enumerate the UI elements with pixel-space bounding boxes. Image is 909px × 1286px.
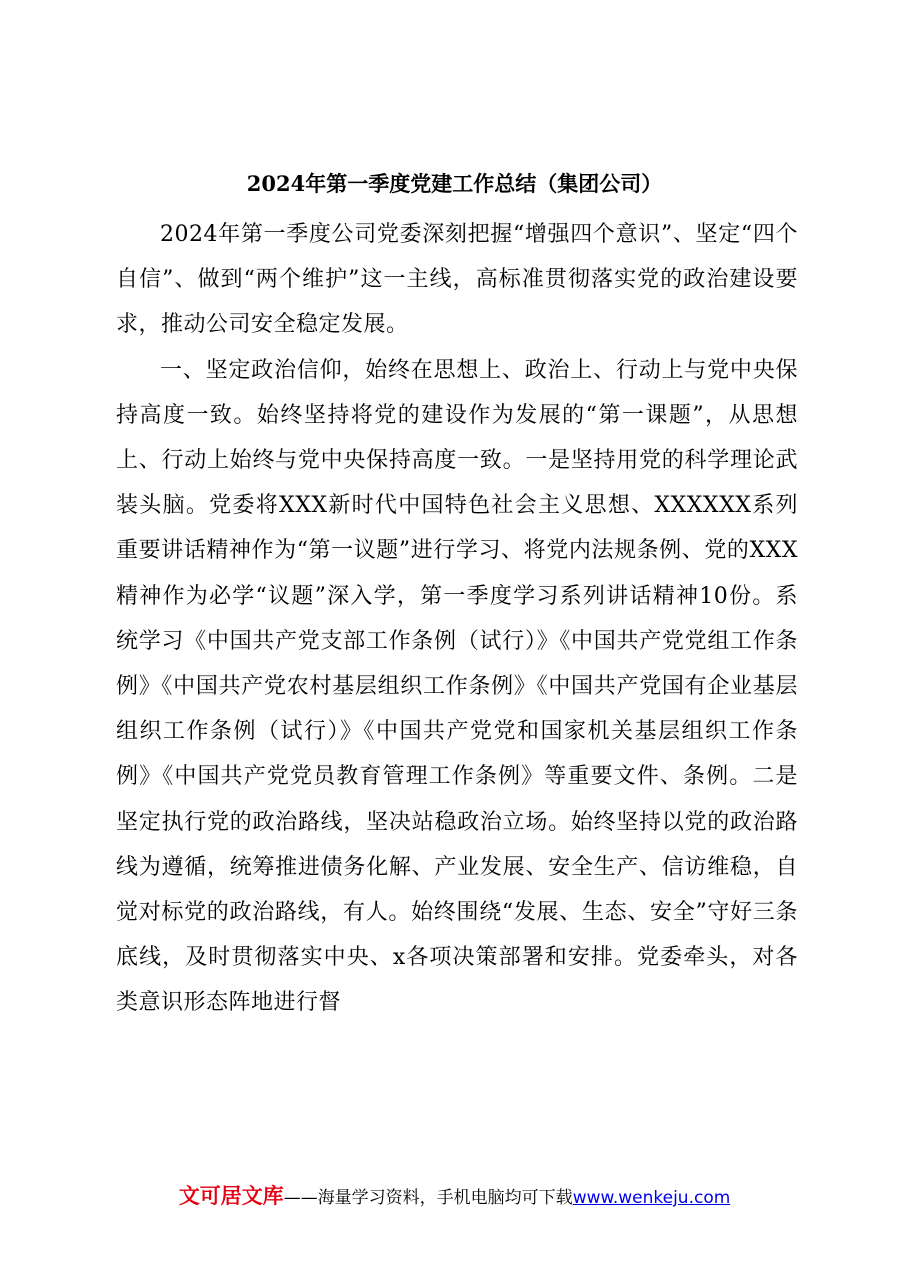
footer-website-link[interactable]: www.wenkeju.com <box>572 1188 731 1208</box>
footer-banner <box>0 1180 909 1214</box>
footer-tagline: ——海量学习资料，手机电脑均可下载 <box>283 1188 573 1208</box>
section-one-paragraph: 一、坚定政治信仰，始终在思想上、政治上、行动上与党中央保持高度一致。始终坚持将党的建设作为发展的“第一课题”，从思想上、行动上始终与党中央保持高度一致。一是坚持用党的科学理论武装头脑。党委将XXX新时代中国特色社会主义思想、XXXXXX系列重要讲话精神作为“第一议题”进行学习、将党内法规条例、党的XXX精神作为必学“议题”深入学，第一季度学习系列讲话精神10份。系统学习《中国共产党支部工作条例（试行）》《中国共产党党组工作条例》《中国共产党农村基层组织工作条例》《中国共产党国有企业基层组织工作条例（试行）》《中国共产党党和国家机关基层组织工作条例》《中国共产党党员教育管理工作条例》等重要文件、条例。二是坚定执行党的政治路线，坚决站稳政治立场。始终坚持以党的政治路线为遵循，统筹推进债务化解、产业发展、安全生产、信访维稳，自觉对标党的政治路线，有人。始终围绕“发展、生态、安全”守好三条底线，及时贯彻落实中央、x各项决策部署和安排。党委牵头，对各类意识形态阵地进行督 <box>116 357 798 1016</box>
intro-paragraph: 2024年第一季度公司党委深刻把握“增强四个意识”、坚定“四个自信”、做到“两个维护”这一主线，高标准贯彻落实党的政治建设要求，推动公司安全稳定发展。 <box>116 222 798 338</box>
document-title: 2024年第一季度党建工作总结（集团公司） <box>246 171 663 196</box>
document-body <box>116 212 798 1026</box>
footer-brand-name: 文可居文库 <box>178 1184 284 1208</box>
